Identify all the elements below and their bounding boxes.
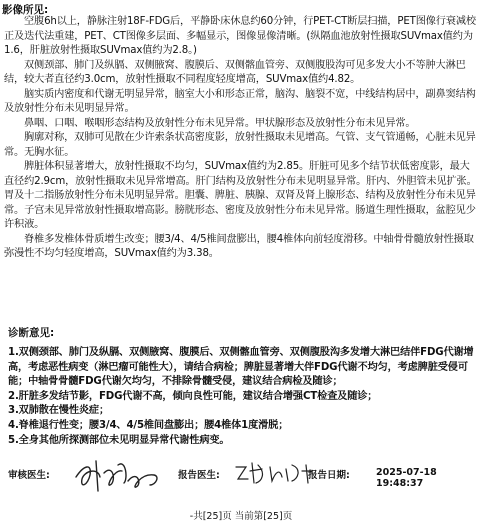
findings-heading: 影像所见:: [2, 4, 49, 16]
findings-paragraph: 鼻咽、口咽、喉咽形态结构及放射性分布未见异常。甲状腺形态及放射性分布未见异常。: [24, 117, 416, 129]
findings-paragraph: 脑实质内密度和代谢无明显异常，脑室大小和形态正常，脑沟、脑裂不宽，中线结构居中，副鼻窦结构及放射性分布未见明显异常。: [4, 88, 476, 114]
diagnosis-item: 2.肝脏多发结节影，FDG代谢不高，倾向良性可能，建议结合增强CT检查及随诊；: [8, 390, 378, 402]
page-indicator: -共[25]页 当前第[25]页: [189, 511, 293, 522]
reviewer-signature-icon: [70, 455, 170, 495]
findings-paragraph: 脊椎多发椎体骨质增生改变；腰3/4、4/5椎间盘膨出，腰4椎体向前轻度滑移。中轴骨骨髓放射性摄取弥漫性不均匀轻度增高，SUVmax值约为3.38。: [4, 233, 474, 259]
diagnosis-item: 5.全身其他所探测部位未见明显异常代谢性病变。: [8, 434, 230, 446]
reporter-signature-icon: [232, 459, 316, 489]
diagnosis-heading: 诊断意见:: [8, 327, 55, 339]
findings-paragraph: 空腹6h以上，静脉注射18F-FDG后，平静卧床休息约60分钟，行PET-CT断层扫描，PET图像行衰减校正及迭代法重建，PET、CT图像多层面、多幅显示，图像显像清晰。(纵隔血池放射性摄取SUVmax值约为1.6，肝脏放射性摄取SUVmax值约为2.8。): [4, 16, 476, 56]
reporter-label: 报告医生:: [178, 470, 220, 481]
diagnosis-item: 4.脊椎退行性变；腰3/4、4/5椎间盘膨出；腰4椎体1度滑脱；: [8, 419, 289, 431]
findings-paragraph: 胸廓对称，双肺可见散在少许索条状高密度影，放射性摄取未见增高。气管、支气管通畅，心脏未见异常。无胸水征。: [4, 132, 476, 158]
findings-body: [4, 15, 478, 262]
diagnosis-body: [8, 346, 476, 448]
diagnosis-item: 3.双肺散在慢性炎症；: [8, 405, 109, 417]
report-date-label: 报告日期:: [308, 470, 350, 481]
report-date-value: 2025-07-18 19:48:37: [376, 467, 437, 489]
diagnosis-item: 1.双侧颈部、肺门及纵膈、双侧腋窝、腹膜后、双侧髂血管旁、双侧腹股沟多发增大淋巴结伴FDG代谢增高，考虑恶性病变（淋巴瘤可能性大），请结合病检；脾脏显著增大伴FDG代谢不均匀，考虑脾脏受侵可能；中轴骨骨髓FDG代谢欠均匀，不排除骨髓受侵，建议结合病检及随诊；: [8, 347, 474, 388]
findings-paragraph: 脾脏体积显著增大，放射性摄取不均匀，SUVmax值约为2.85。肝脏可见多个结节状低密度影，最大直径约2.9cm，放射性摄取未见异常增高。肝门结构及放射性分布未见明显异常。肝内、外胆管未见扩张。胃及十二指肠放射性分布未见明显异常。胆囊、脾脏、胰腺、双肾及肾上腺形态、结构及放射性分布未见异常。子宫未见异常放射性摄取增高影。膀胱形态、密度及放射性分布未见异常。肠道生理性摄取，盆腔见少许积液。: [4, 161, 477, 230]
signature-footer: [8, 457, 478, 497]
reviewer-label: 审核医生:: [8, 470, 50, 481]
findings-paragraph: 双侧颈部、肺门及纵膈、双侧腋窝、腹膜后、双侧髂血管旁、双侧腹股沟可见多发大小不等肿大淋巴结，较大者直径约3.0cm，放射性摄取不同程度轻度增高，SUVmax值约4.82。: [4, 59, 466, 85]
